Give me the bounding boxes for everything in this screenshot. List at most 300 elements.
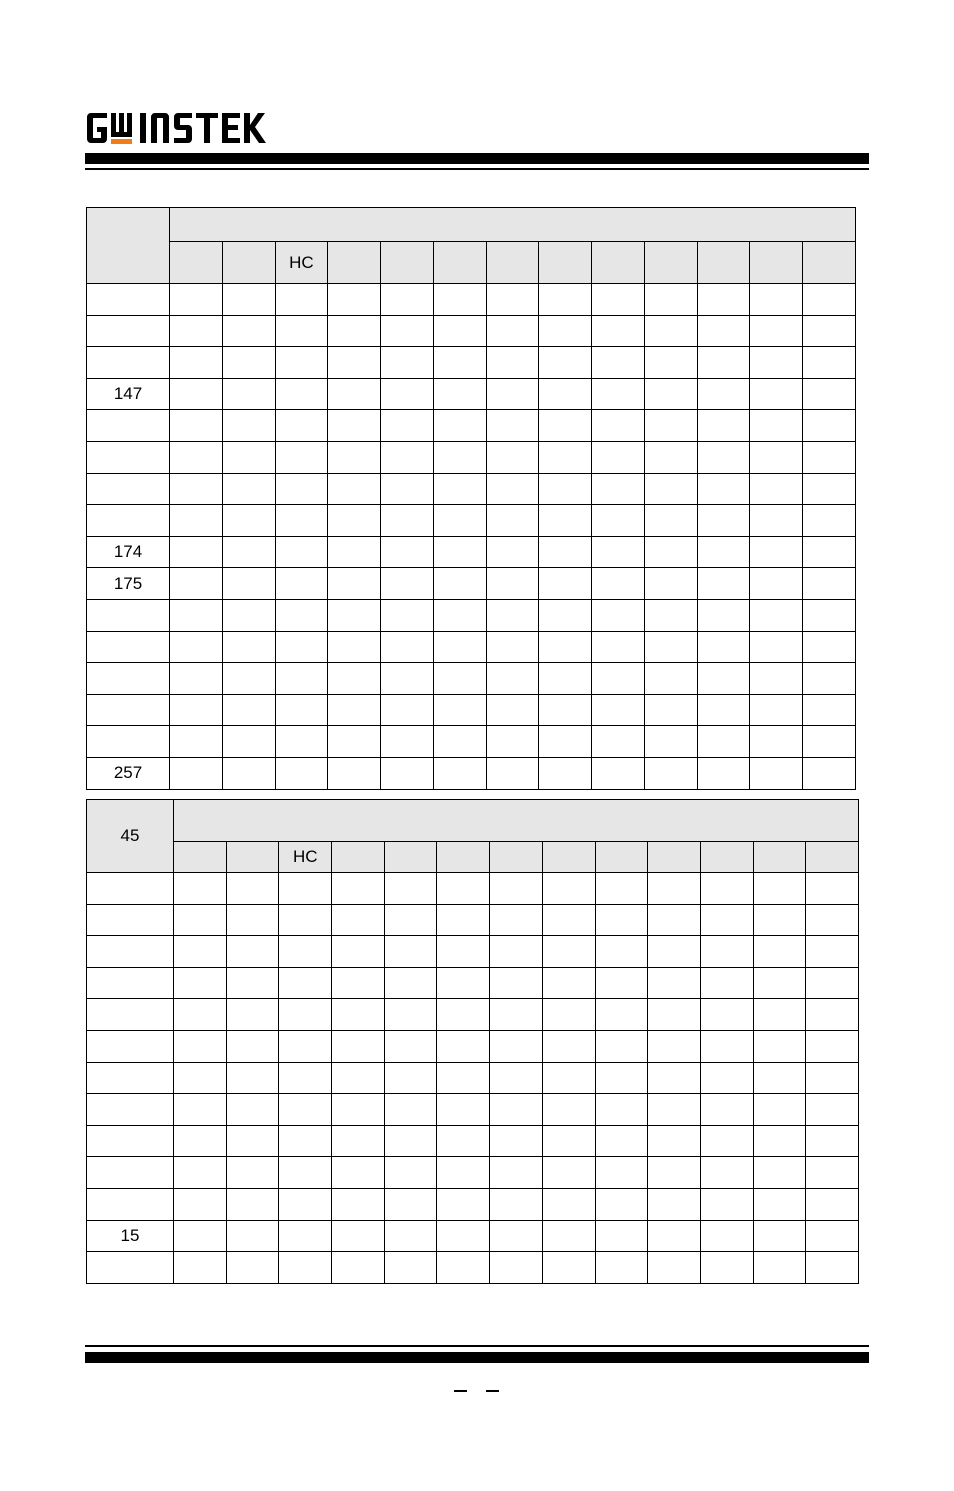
table-cell — [644, 694, 697, 726]
table2-column-header — [542, 842, 595, 873]
table1-column-header — [381, 242, 434, 284]
table-cell — [592, 694, 645, 726]
row-label — [87, 999, 174, 1031]
header-rule-thick — [85, 153, 869, 164]
table-cell — [697, 568, 750, 600]
table-cell — [697, 599, 750, 631]
table-cell — [275, 378, 328, 410]
table1-column-header — [328, 242, 381, 284]
table-cell — [222, 473, 275, 505]
table-cell — [437, 967, 490, 999]
table-row — [87, 568, 856, 600]
table-cell — [486, 568, 539, 600]
gw-instek-logo — [85, 110, 285, 150]
row-label — [87, 1030, 174, 1062]
table-cell — [433, 568, 486, 600]
table-cell — [332, 904, 385, 936]
table-cell — [539, 410, 592, 442]
table-cell — [700, 999, 753, 1031]
table-cell — [174, 1188, 227, 1220]
table-cell — [328, 757, 381, 789]
table-cell — [539, 347, 592, 379]
table-row — [87, 599, 856, 631]
table-cell — [275, 410, 328, 442]
table-cell — [486, 757, 539, 789]
table-cell — [753, 904, 806, 936]
table-row — [87, 284, 856, 316]
table-cell — [539, 694, 592, 726]
table-cell — [174, 1157, 227, 1189]
table-cell — [697, 441, 750, 473]
table1-column-header — [592, 242, 645, 284]
table-cell — [437, 1030, 490, 1062]
table-cell — [803, 694, 856, 726]
table-cell — [648, 999, 701, 1031]
table-cell — [700, 1188, 753, 1220]
table-cell — [592, 757, 645, 789]
table-cell — [803, 410, 856, 442]
footer-rule-thick — [85, 1352, 869, 1363]
table-cell — [542, 904, 595, 936]
table-cell — [539, 284, 592, 316]
row-label — [87, 663, 170, 695]
table-cell — [648, 1062, 701, 1094]
table-cell — [170, 631, 223, 663]
table-cell — [170, 505, 223, 537]
table-cell — [803, 568, 856, 600]
table-row — [87, 1220, 859, 1252]
table-cell — [384, 936, 437, 968]
table-cell — [328, 284, 381, 316]
table-cell — [648, 873, 701, 905]
table-cell — [539, 757, 592, 789]
table-cell — [750, 726, 803, 758]
table2-column-header — [753, 842, 806, 873]
table-cell — [170, 694, 223, 726]
table-cell — [697, 347, 750, 379]
table-cell — [384, 967, 437, 999]
table-cell — [753, 1094, 806, 1126]
row-label — [87, 1188, 174, 1220]
table-cell — [592, 315, 645, 347]
table-cell — [644, 441, 697, 473]
table-cell — [750, 347, 803, 379]
table-cell — [332, 1062, 385, 1094]
table-cell — [332, 999, 385, 1031]
table-cell — [381, 568, 434, 600]
table-cell — [753, 1062, 806, 1094]
table-cell — [328, 694, 381, 726]
table-cell — [592, 441, 645, 473]
table-cell — [697, 284, 750, 316]
table-cell — [174, 873, 227, 905]
table-cell — [437, 873, 490, 905]
table-cell — [170, 315, 223, 347]
table-cell — [486, 410, 539, 442]
table-cell — [750, 441, 803, 473]
table-row — [87, 441, 856, 473]
table-cell — [486, 315, 539, 347]
table-cell — [806, 904, 859, 936]
table-cell — [384, 1252, 437, 1284]
table-cell — [279, 1252, 332, 1284]
table-cell — [700, 1125, 753, 1157]
table-cell — [595, 1220, 648, 1252]
table-cell — [539, 441, 592, 473]
table-cell — [222, 536, 275, 568]
table-cell — [174, 999, 227, 1031]
table-cell — [381, 378, 434, 410]
table-cell — [595, 1125, 648, 1157]
table-cell — [490, 1252, 543, 1284]
table-cell — [174, 904, 227, 936]
table-cell — [384, 1157, 437, 1189]
table-cell — [542, 1125, 595, 1157]
table-cell — [644, 473, 697, 505]
table-cell — [328, 599, 381, 631]
table-cell — [174, 1062, 227, 1094]
table-cell — [542, 999, 595, 1031]
table-cell — [539, 726, 592, 758]
table-cell — [486, 726, 539, 758]
table-cell — [226, 999, 279, 1031]
table1-column-header — [644, 242, 697, 284]
table-cell — [595, 904, 648, 936]
table-cell — [170, 726, 223, 758]
table-cell — [644, 663, 697, 695]
table-cell — [753, 873, 806, 905]
table-cell — [328, 347, 381, 379]
table-cell — [222, 694, 275, 726]
table-cell — [490, 1220, 543, 1252]
table-cell — [542, 873, 595, 905]
table-cell — [222, 284, 275, 316]
table-cell — [803, 726, 856, 758]
table-cell — [595, 873, 648, 905]
table-cell — [490, 999, 543, 1031]
table-cell — [539, 378, 592, 410]
table-cell — [806, 1252, 859, 1284]
row-label: 147 — [87, 378, 170, 410]
table-cell — [700, 1220, 753, 1252]
table-cell — [433, 631, 486, 663]
table-cell — [806, 1030, 859, 1062]
table-cell — [806, 1157, 859, 1189]
table-cell — [226, 1125, 279, 1157]
table-row — [87, 1252, 859, 1284]
table-cell — [222, 631, 275, 663]
table-cell — [433, 694, 486, 726]
table-cell — [803, 536, 856, 568]
table-cell — [170, 663, 223, 695]
table2-column-header — [384, 842, 437, 873]
table-cell — [381, 473, 434, 505]
table-cell — [174, 1125, 227, 1157]
table-cell — [750, 315, 803, 347]
table-cell — [806, 967, 859, 999]
row-label — [87, 1125, 174, 1157]
table-cell — [381, 284, 434, 316]
table-row — [87, 999, 859, 1031]
table-cell — [332, 1125, 385, 1157]
table-cell — [750, 568, 803, 600]
table-row — [87, 347, 856, 379]
table-cell — [381, 536, 434, 568]
row-label: 175 — [87, 568, 170, 600]
table-cell — [437, 1252, 490, 1284]
table-cell — [275, 347, 328, 379]
table-cell — [753, 1252, 806, 1284]
table-cell — [542, 1252, 595, 1284]
table-cell — [592, 631, 645, 663]
row-label — [87, 410, 170, 442]
table-cell — [750, 631, 803, 663]
table-cell — [490, 904, 543, 936]
table-cell — [490, 967, 543, 999]
table-cell — [803, 599, 856, 631]
table-cell — [697, 757, 750, 789]
table-cell — [750, 473, 803, 505]
table-cell — [648, 904, 701, 936]
row-label: 174 — [87, 536, 170, 568]
table-cell — [433, 536, 486, 568]
table-cell — [700, 1030, 753, 1062]
table-cell — [592, 347, 645, 379]
table-row — [87, 1157, 859, 1189]
table-row — [87, 726, 856, 758]
table1-column-header — [222, 242, 275, 284]
table-cell — [803, 505, 856, 537]
table-cell — [381, 505, 434, 537]
table-cell — [332, 1188, 385, 1220]
table-cell — [222, 726, 275, 758]
table-cell — [222, 410, 275, 442]
table-cell — [490, 873, 543, 905]
table-cell — [648, 1094, 701, 1126]
table-row — [87, 967, 859, 999]
table-cell — [226, 1157, 279, 1189]
table-cell — [542, 1094, 595, 1126]
row-label — [87, 936, 174, 968]
table-cell — [275, 315, 328, 347]
row-label — [87, 967, 174, 999]
table2-column-header — [490, 842, 543, 873]
table2-column-header — [595, 842, 648, 873]
table-cell — [384, 1030, 437, 1062]
table-cell — [384, 999, 437, 1031]
table2-group-header — [174, 800, 859, 842]
table-cell — [437, 1157, 490, 1189]
table-row — [87, 410, 856, 442]
table-cell — [648, 1220, 701, 1252]
table2-corner-cell: 45 — [87, 800, 174, 873]
table-row — [87, 1188, 859, 1220]
table-cell — [697, 631, 750, 663]
table-cell — [750, 663, 803, 695]
table-cell — [381, 757, 434, 789]
table-cell — [174, 936, 227, 968]
table-cell — [170, 378, 223, 410]
table-cell — [433, 599, 486, 631]
table-cell — [226, 1030, 279, 1062]
table-cell — [700, 967, 753, 999]
page-number-mark-left — [454, 1390, 467, 1392]
table-cell — [279, 1062, 332, 1094]
table-cell — [644, 284, 697, 316]
table-row — [87, 936, 859, 968]
table-cell — [750, 599, 803, 631]
table-cell — [753, 1125, 806, 1157]
table-cell — [332, 936, 385, 968]
row-label — [87, 599, 170, 631]
table-cell — [648, 1252, 701, 1284]
row-label — [87, 1062, 174, 1094]
table-cell — [279, 1157, 332, 1189]
table-cell — [433, 505, 486, 537]
table-cell — [697, 315, 750, 347]
table-cell — [328, 536, 381, 568]
table-cell — [275, 599, 328, 631]
table-cell — [328, 410, 381, 442]
table-cell — [437, 904, 490, 936]
table-cell — [226, 936, 279, 968]
table2-column-header — [700, 842, 753, 873]
row-label — [87, 631, 170, 663]
table-cell — [384, 1062, 437, 1094]
table-cell — [803, 347, 856, 379]
table-cell — [174, 967, 227, 999]
table-cell — [384, 1094, 437, 1126]
table2-column-header — [648, 842, 701, 873]
table-cell — [700, 1157, 753, 1189]
table-cell — [275, 757, 328, 789]
table-row — [87, 631, 856, 663]
table-cell — [332, 1030, 385, 1062]
table1-column-header — [803, 242, 856, 284]
data-table-2 — [86, 799, 859, 1284]
table1-column-header: HC — [275, 242, 328, 284]
table-cell — [700, 1094, 753, 1126]
table-cell — [275, 441, 328, 473]
table-cell — [595, 999, 648, 1031]
table-cell — [384, 873, 437, 905]
table-cell — [275, 726, 328, 758]
table-cell — [753, 1030, 806, 1062]
table-cell — [328, 663, 381, 695]
table-cell — [592, 378, 645, 410]
table-cell — [750, 536, 803, 568]
table-cell — [279, 999, 332, 1031]
table-cell — [803, 757, 856, 789]
table-cell — [275, 505, 328, 537]
table-cell — [332, 1094, 385, 1126]
table-cell — [486, 631, 539, 663]
table-cell — [486, 599, 539, 631]
table-cell — [806, 1062, 859, 1094]
table-cell — [697, 694, 750, 726]
table-cell — [542, 1157, 595, 1189]
row-label — [87, 1252, 174, 1284]
table-cell — [174, 1252, 227, 1284]
table-cell — [222, 315, 275, 347]
table-cell — [595, 936, 648, 968]
table-cell — [381, 410, 434, 442]
table-cell — [539, 536, 592, 568]
table-cell — [595, 967, 648, 999]
table-cell — [592, 473, 645, 505]
table-cell — [279, 1094, 332, 1126]
table1-column-header — [170, 242, 223, 284]
table-cell — [644, 757, 697, 789]
table-cell — [486, 505, 539, 537]
table-cell — [384, 1220, 437, 1252]
row-label — [87, 1157, 174, 1189]
table-cell — [437, 1220, 490, 1252]
table-cell — [542, 1062, 595, 1094]
table-cell — [328, 631, 381, 663]
table-cell — [539, 473, 592, 505]
row-label: 257 — [87, 757, 170, 789]
table-cell — [490, 1125, 543, 1157]
table-cell — [595, 1094, 648, 1126]
table-cell — [644, 631, 697, 663]
table2-column-header — [437, 842, 490, 873]
table-row — [87, 536, 856, 568]
table-cell — [275, 631, 328, 663]
table-cell — [803, 284, 856, 316]
table-cell — [279, 1220, 332, 1252]
table-cell — [381, 347, 434, 379]
table-cell — [275, 536, 328, 568]
table-cell — [433, 473, 486, 505]
table2-column-header — [174, 842, 227, 873]
table-cell — [174, 1220, 227, 1252]
header-rule-thin — [85, 168, 869, 170]
table-cell — [648, 1030, 701, 1062]
table-cell — [592, 505, 645, 537]
table-row — [87, 904, 859, 936]
table-cell — [700, 1062, 753, 1094]
table-cell — [490, 1188, 543, 1220]
table-cell — [279, 904, 332, 936]
table-cell — [542, 1030, 595, 1062]
table2-column-header: HC — [279, 842, 332, 873]
table-cell — [437, 1188, 490, 1220]
table-cell — [222, 505, 275, 537]
table-cell — [328, 568, 381, 600]
table-cell — [595, 1157, 648, 1189]
table-cell — [592, 663, 645, 695]
table-cell — [753, 1220, 806, 1252]
table1-column-header — [697, 242, 750, 284]
table-cell — [433, 441, 486, 473]
table-row — [87, 694, 856, 726]
table-cell — [644, 378, 697, 410]
table1-group-header — [170, 208, 856, 242]
table-cell — [381, 441, 434, 473]
table-cell — [332, 967, 385, 999]
table1-column-header — [539, 242, 592, 284]
data-table-1 — [86, 207, 856, 790]
table1-column-header — [750, 242, 803, 284]
table-cell — [539, 568, 592, 600]
table-cell — [332, 1157, 385, 1189]
table-cell — [700, 904, 753, 936]
table-cell — [803, 473, 856, 505]
table-cell — [486, 536, 539, 568]
table-cell — [226, 1062, 279, 1094]
table-cell — [328, 726, 381, 758]
